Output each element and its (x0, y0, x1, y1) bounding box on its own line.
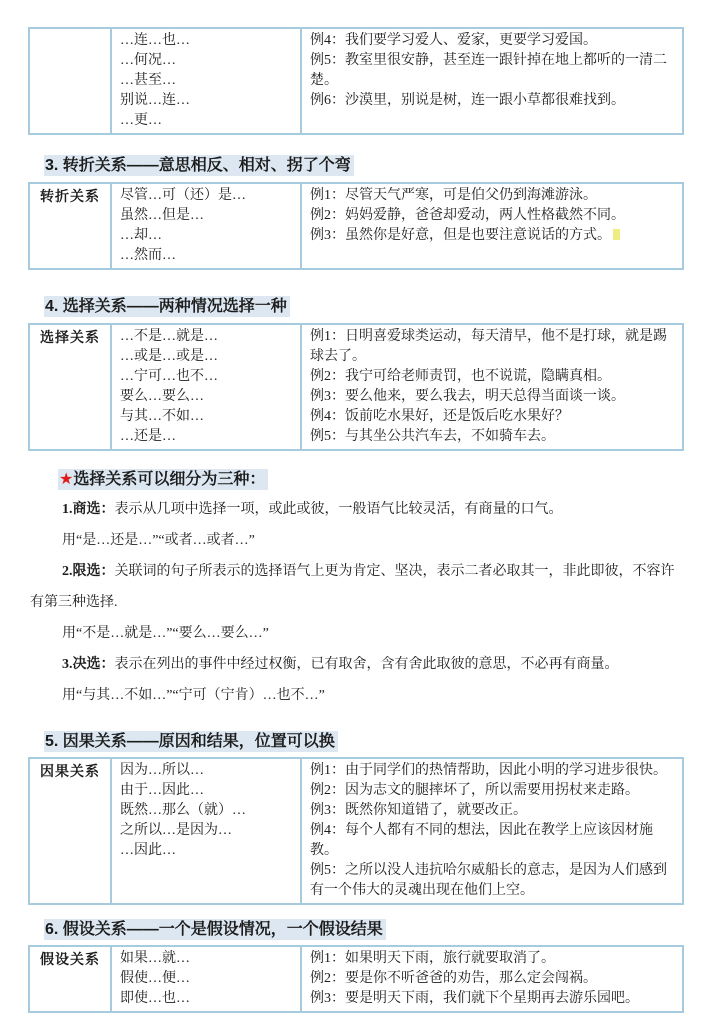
paragraph-text: 关联词的句子所表示的选择语气上更为肯定、坚决，表示二者必取其一，非此即彼，不容许有第三种选择. (30, 564, 675, 610)
table-row (29, 324, 683, 450)
paragraph-lead: 1.商选： (62, 502, 115, 517)
paragraph-text: 用“不是…就是…”“要么…要么…” (62, 626, 269, 641)
pattern-line: …甚至… (120, 73, 176, 88)
table-row (29, 183, 683, 269)
pattern-line: 之所以…是因为… (120, 823, 232, 838)
example-line: 例1：尽管天气严寒，可是伯父仍到海滩游泳。 (310, 188, 597, 203)
example-line: 例1：日明喜爱球类运动，每天清早，他不是打球，就是踢球去了。 (310, 329, 667, 364)
patterns-cell (111, 183, 301, 269)
example-line: 例3：要是明天下雨，我们就下个星期再去游乐园吧。 (310, 991, 639, 1006)
section-heading-6 (44, 920, 676, 940)
hypothesis-relation-table (28, 945, 684, 1013)
example-line: 例1：由于同学们的热情帮助，因此小明的学习进步很快。 (310, 763, 667, 778)
examples-cell (301, 946, 683, 1012)
paragraph-juexuan (30, 649, 684, 680)
pattern-line: 尽管…可（还）是… (120, 188, 246, 203)
heading-highlight: 4. 选择关系——两种情况选择一种 (44, 296, 290, 317)
pattern-line: 与其…不如… (120, 409, 204, 424)
example-line: 例4：饭前吃水果好，还是饭后吃水果好？ (310, 409, 569, 424)
example-line: 例5：教室里很安静，甚至连一跟针掉在地上都听的一清二楚。 (310, 53, 667, 88)
star-subsection-heading (58, 470, 676, 490)
example-line: 例3：既然你知道错了，就要改正。 (310, 803, 527, 818)
pattern-line: 既然…那么（就）… (120, 803, 246, 818)
heading-highlight: 5. 因果关系——原因和结果，位置可以换 (44, 731, 338, 752)
heading-highlight: 3. 转折关系——意思相反、相对、拐了个弯 (44, 155, 354, 176)
examples-cell (301, 324, 683, 450)
relation-label-cell: 选择关系 (29, 324, 111, 450)
table-row (29, 28, 683, 134)
paragraph-lead: 3.决选： (62, 657, 115, 672)
section-heading-5 (44, 732, 676, 752)
paragraph-usage-3 (30, 680, 684, 711)
star-icon: ★ (59, 471, 74, 488)
relation-label-cell (29, 28, 111, 134)
patterns-cell (111, 946, 301, 1012)
example-text: 例3：虽然你是好意，但是也要注意说话的方式。 (310, 228, 611, 243)
pattern-line: 如果…就… (120, 951, 190, 966)
patterns-cell (111, 324, 301, 450)
examples-cell (301, 183, 683, 269)
section-heading-4 (44, 297, 676, 317)
transition-relation-table (28, 182, 684, 270)
paragraph-lead: 2.限选： (62, 564, 115, 579)
example-line: 例2：妈妈爱静，爸爸却爱动，两人性格截然不同。 (310, 208, 625, 223)
relation-label-cell: 转折关系 (29, 183, 111, 269)
choice-relation-table (28, 323, 684, 451)
example-line: 例4：每个人都有不同的想法，因此在教学上应该因材施教。 (310, 823, 653, 858)
paragraph-usage-1 (30, 525, 684, 556)
pattern-line: 因为…所以… (120, 763, 204, 778)
examples-cell (301, 28, 683, 134)
example-line: 例6：沙漠里，别说是树，连一跟小草都很难找到。 (310, 93, 625, 108)
pattern-line: 假使…便… (120, 971, 190, 986)
example-line: 例4：我们要学习爱人、爱家，更要学习爱国。 (310, 33, 597, 48)
example-line: 例1：如果明天下雨，旅行就要取消了。 (310, 951, 555, 966)
paragraph-text: 表示在列出的事件中经过权衡，已有取舍，含有舍此取彼的意思，不必再有商量。 (114, 657, 619, 672)
paragraph-shangxuan (30, 494, 684, 525)
example-line: 例2：我宁可给老师责罚，也不说谎，隐瞒真相。 (310, 369, 611, 384)
relation-label-cell: 因果关系 (29, 758, 111, 904)
example-line: 例5：之所以没人违抗哈尔威船长的意志，是因为人们感到有一个伟大的灵魂出现在他们上空。 (310, 863, 667, 898)
pattern-line: …更… (120, 113, 162, 128)
heading-highlight (58, 469, 268, 490)
patterns-cell (111, 28, 301, 134)
pattern-line: 别说…连… (120, 93, 190, 108)
pattern-line: …何况… (120, 53, 176, 68)
pattern-line: …因此… (120, 843, 176, 858)
relation-label-cell: 假设关系 (29, 946, 111, 1012)
pattern-line: …或是…或是… (120, 349, 218, 364)
pattern-line: 虽然…但是… (120, 208, 204, 223)
example-line: 例5：与其坐公共汽车去，不如骑车去。 (310, 429, 555, 444)
paragraph-xianxuan (30, 556, 684, 618)
examples-cell (301, 758, 683, 904)
pattern-line: …然而… (120, 248, 176, 263)
pattern-line: …不是…就是… (120, 329, 218, 344)
pattern-line: …却… (120, 228, 162, 243)
patterns-cell (111, 758, 301, 904)
paragraph-text: 表示从几项中选择一项，或此或彼，一般语气比较灵活，有商量的口气。 (114, 502, 563, 517)
star-heading-text: 选择关系可以细分为三种： (73, 471, 266, 488)
pattern-line: 由于…因此… (120, 783, 204, 798)
paragraph-text: 用“是…还是…”“或者…或者…” (62, 533, 255, 548)
pattern-line: 要么…要么… (120, 389, 204, 404)
example-line: 例2：要是你不听爸爸的劝告，那么定会闯祸。 (310, 971, 597, 986)
example-line: 例2：因为志文的腿摔坏了，所以需要用拐杖来走路。 (310, 783, 639, 798)
paragraph-text: 用“与其…不如…”“宁可（宁肯）…也不…” (62, 688, 325, 703)
example-line (310, 226, 674, 246)
table-row (29, 946, 683, 1012)
yellow-highlight-mark (613, 229, 620, 240)
paragraph-usage-2 (30, 618, 684, 649)
pattern-line: …还是… (120, 429, 176, 444)
choice-subtypes-paragraphs (30, 494, 684, 711)
pattern-line: 即使…也… (120, 991, 190, 1006)
cause-effect-relation-table (28, 757, 684, 905)
section-heading-3 (44, 156, 676, 176)
table-row (29, 758, 683, 904)
heading-highlight: 6. 假设关系——一个是假设情况，一个假设结果 (44, 919, 386, 940)
pattern-line: …连…也… (120, 33, 190, 48)
continuation-table (28, 27, 684, 135)
pattern-line: …宁可…也不… (120, 369, 218, 384)
example-line: 例3：要么他来，要么我去，明天总得当面谈一谈。 (310, 389, 625, 404)
